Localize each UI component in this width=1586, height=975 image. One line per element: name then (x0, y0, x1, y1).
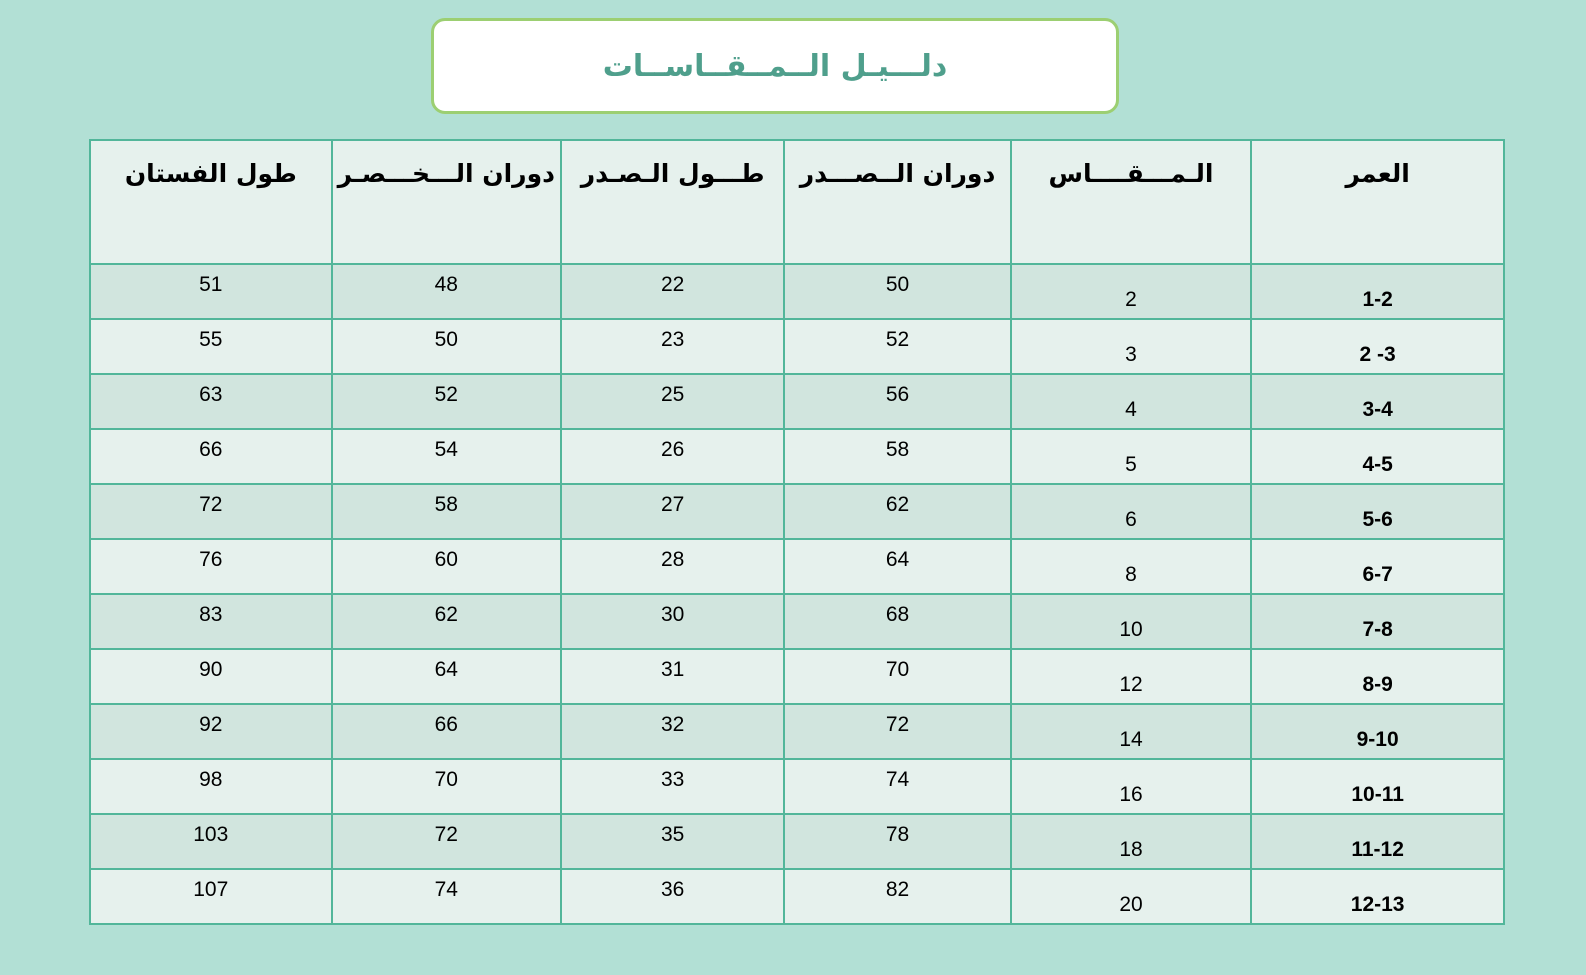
cell-size: 8 (1011, 539, 1252, 594)
cell-dress-length: 51 (90, 264, 332, 319)
cell-chest-length: 28 (561, 539, 784, 594)
cell-chest-length: 26 (561, 429, 784, 484)
cell-dress-length: 66 (90, 429, 332, 484)
cell-size: 6 (1011, 484, 1252, 539)
table-row (90, 264, 1504, 319)
cell-dress-length: 103 (90, 814, 332, 869)
page-title: دلـــيـل الــمــقــاســات (602, 48, 948, 84)
cell-size: 12 (1011, 649, 1252, 704)
cell-size: 14 (1011, 704, 1252, 759)
cell-chest: 72 (784, 704, 1010, 759)
cell-age: 6-7 (1251, 539, 1504, 594)
cell-dress-length: 72 (90, 484, 332, 539)
table-row (90, 374, 1504, 429)
cell-waist: 48 (332, 264, 561, 319)
table-row (90, 759, 1504, 814)
cell-waist: 54 (332, 429, 561, 484)
cell-chest: 62 (784, 484, 1010, 539)
cell-dress-length: 92 (90, 704, 332, 759)
cell-dress-length: 83 (90, 594, 332, 649)
cell-waist: 66 (332, 704, 561, 759)
cell-chest: 68 (784, 594, 1010, 649)
cell-chest: 50 (784, 264, 1010, 319)
size-chart-table (89, 139, 1505, 925)
cell-waist: 70 (332, 759, 561, 814)
cell-age: 4-5 (1251, 429, 1504, 484)
table-row (90, 869, 1504, 924)
cell-dress-length: 76 (90, 539, 332, 594)
cell-dress-length: 63 (90, 374, 332, 429)
cell-chest: 82 (784, 869, 1010, 924)
cell-dress-length: 90 (90, 649, 332, 704)
cell-waist: 74 (332, 869, 561, 924)
cell-waist: 60 (332, 539, 561, 594)
cell-size: 4 (1011, 374, 1252, 429)
title-box (431, 18, 1119, 114)
cell-age: 3-4 (1251, 374, 1504, 429)
cell-chest-length: 23 (561, 319, 784, 374)
cell-chest-length: 36 (561, 869, 784, 924)
cell-chest-length: 31 (561, 649, 784, 704)
table-body (90, 264, 1504, 924)
table-row (90, 484, 1504, 539)
cell-chest: 52 (784, 319, 1010, 374)
cell-chest-length: 22 (561, 264, 784, 319)
table-row (90, 539, 1504, 594)
table-row (90, 594, 1504, 649)
cell-waist: 58 (332, 484, 561, 539)
cell-chest: 74 (784, 759, 1010, 814)
header-chest-length: طـــول الـصـدر (561, 140, 784, 264)
cell-age: 10-11 (1251, 759, 1504, 814)
cell-size: 16 (1011, 759, 1252, 814)
header-dress-length: طول الفستان (90, 140, 332, 264)
cell-waist: 64 (332, 649, 561, 704)
table-row (90, 429, 1504, 484)
cell-chest-length: 30 (561, 594, 784, 649)
cell-size: 5 (1011, 429, 1252, 484)
cell-size: 18 (1011, 814, 1252, 869)
cell-chest-length: 25 (561, 374, 784, 429)
table-row (90, 649, 1504, 704)
header-size: الـمـــقــــاس (1011, 140, 1252, 264)
cell-age: 8-9 (1251, 649, 1504, 704)
header-age: العمر (1251, 140, 1504, 264)
cell-waist: 50 (332, 319, 561, 374)
cell-waist: 72 (332, 814, 561, 869)
cell-age: 1-2 (1251, 264, 1504, 319)
cell-size: 10 (1011, 594, 1252, 649)
cell-chest-length: 32 (561, 704, 784, 759)
cell-size: 2 (1011, 264, 1252, 319)
cell-age: 12-13 (1251, 869, 1504, 924)
cell-size: 20 (1011, 869, 1252, 924)
cell-age: 2 -3 (1251, 319, 1504, 374)
cell-dress-length: 98 (90, 759, 332, 814)
table-row (90, 814, 1504, 869)
header-chest: دوران الــصـــدر (784, 140, 1010, 264)
header-waist: دوران الـــخـــصـر (332, 140, 561, 264)
cell-chest-length: 27 (561, 484, 784, 539)
cell-chest: 64 (784, 539, 1010, 594)
cell-dress-length: 107 (90, 869, 332, 924)
header-row (90, 140, 1504, 264)
cell-chest: 58 (784, 429, 1010, 484)
cell-age: 5-6 (1251, 484, 1504, 539)
cell-waist: 52 (332, 374, 561, 429)
table-row (90, 704, 1504, 759)
cell-age: 11-12 (1251, 814, 1504, 869)
cell-chest: 78 (784, 814, 1010, 869)
cell-chest: 56 (784, 374, 1010, 429)
cell-waist: 62 (332, 594, 561, 649)
table-row (90, 319, 1504, 374)
cell-dress-length: 55 (90, 319, 332, 374)
cell-chest: 70 (784, 649, 1010, 704)
cell-chest-length: 33 (561, 759, 784, 814)
cell-chest-length: 35 (561, 814, 784, 869)
cell-age: 7-8 (1251, 594, 1504, 649)
cell-size: 3 (1011, 319, 1252, 374)
cell-age: 9-10 (1251, 704, 1504, 759)
